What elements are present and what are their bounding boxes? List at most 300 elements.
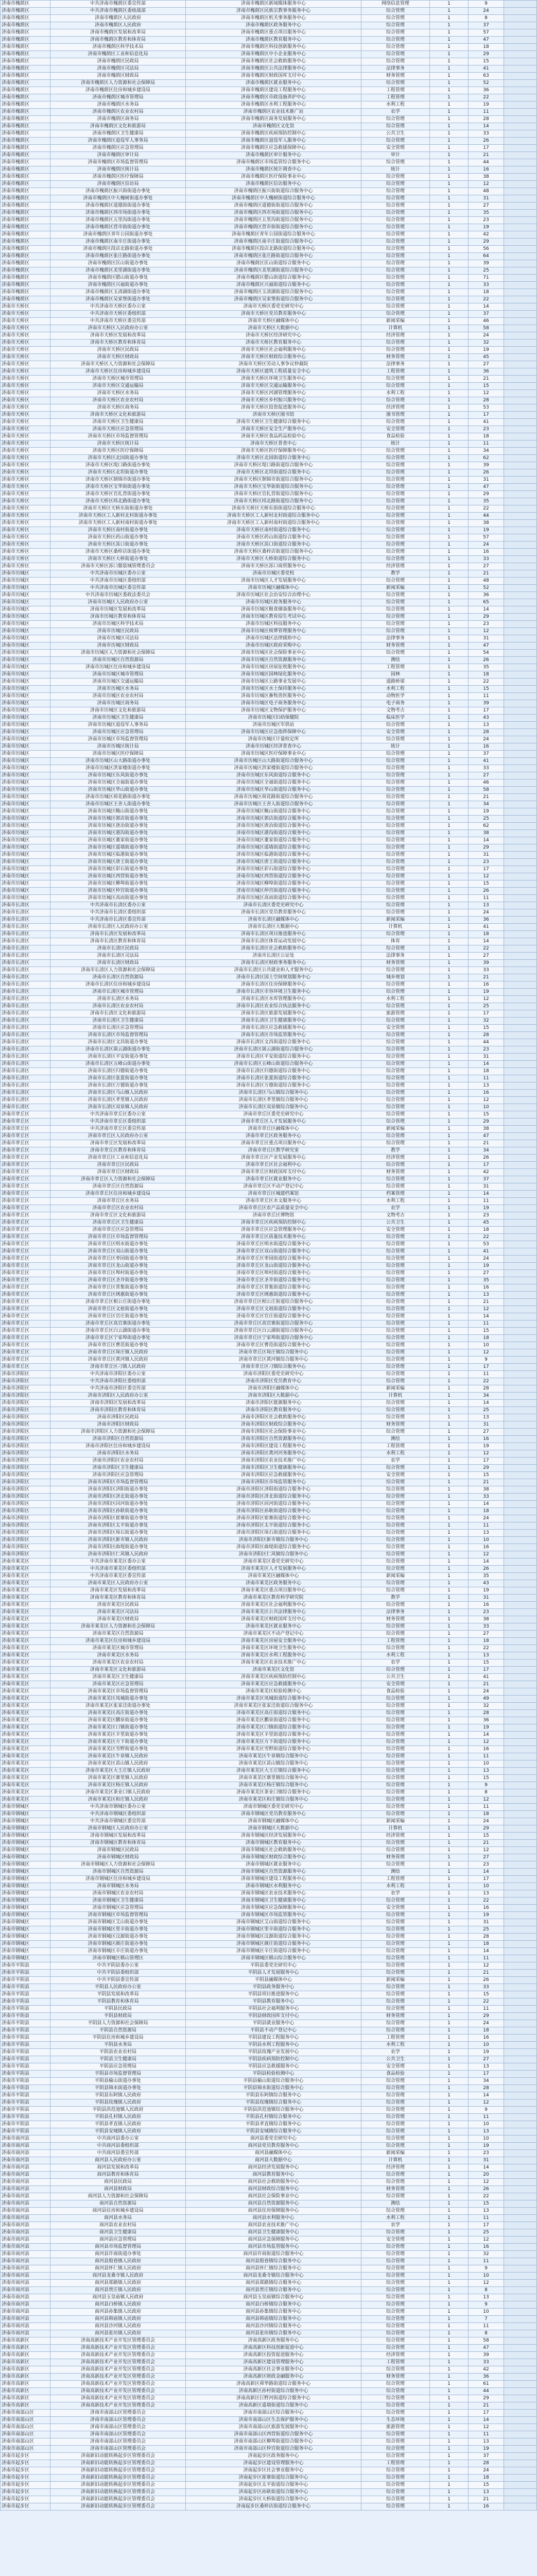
county-cell: 济南市历城区 [1, 888, 50, 895]
role-cell: 济南市天桥区大数据中心 [186, 325, 361, 332]
unit-cell: 济南市长清区司法局 [50, 953, 186, 960]
table-row [1, 1436, 537, 1443]
empty-cell [504, 1558, 537, 1566]
empty-cell [504, 202, 537, 210]
county-cell: 济南市槐荫区 [1, 159, 50, 166]
count-cell: 1 [430, 2136, 469, 2143]
applicants-cell: 11 [469, 895, 504, 902]
category-cell: 计算机 [361, 325, 430, 332]
role-cell: 济南市章丘区白云湖街道综合服务中心 [186, 1328, 361, 1335]
count-cell: 1 [430, 1696, 469, 1703]
empty-cell [504, 2388, 537, 2395]
table-row [1, 989, 537, 996]
empty-cell [504, 1205, 537, 1212]
table-row [1, 953, 537, 960]
count-cell: 1 [430, 830, 469, 837]
applicants-cell: 38 [469, 1486, 504, 1494]
table-row [1, 621, 537, 628]
role-cell: 济南市槐荫区段店北路街道综合服务中心 [186, 246, 361, 253]
county-cell: 济南市槐荫区 [1, 29, 50, 37]
category-cell: 综合管理 [361, 2280, 430, 2287]
unit-cell: 济南市长清区文昌街道办事处 [50, 1039, 186, 1046]
applicants-cell: 57 [469, 534, 504, 541]
unit-cell: 济南市天桥区工人新村北村街道办事处 [50, 513, 186, 520]
role-cell: 商河县玉皇庙镇综合服务中心 [186, 2294, 361, 2301]
county-cell: 济南市济阳区 [1, 1508, 50, 1515]
unit-cell: 济南市槐荫区南辛庄街道办事处 [50, 239, 186, 246]
role-cell: 济南市莱芜区高庄街道综合服务中心 [186, 1710, 361, 1717]
empty-cell [504, 1126, 537, 1133]
count-cell: 1 [430, 1458, 469, 1465]
table-row [1, 1097, 537, 1104]
role-cell: 济南市济阳区自然资源服务中心 [186, 1436, 361, 1443]
county-cell: 济南市起步区 [1, 2460, 50, 2467]
empty-cell [504, 1631, 537, 1638]
category-cell: 综合管理 [361, 1342, 430, 1349]
county-cell: 济南市天桥区 [1, 534, 50, 541]
applicants-cell: 15 [469, 686, 504, 693]
county-cell: 济南市槐荫区 [1, 289, 50, 296]
role-cell: 济南市济阳区崔寨街道综合服务中心 [186, 1515, 361, 1522]
table-row [1, 981, 537, 989]
unit-cell: 济南市历城区住房和城乡建设局 [50, 664, 186, 671]
category-cell: 综合管理 [361, 1861, 430, 1869]
unit-cell: 济南新旧动能转换起步区管理委员会 [50, 2460, 186, 2467]
table-row [1, 51, 537, 58]
county-cell: 济南市长清区 [1, 953, 50, 960]
role-cell: 济南市槐荫区重点项目服务中心 [186, 29, 361, 37]
role-cell: 济南市莱芜区委党史研究中心 [186, 1558, 361, 1566]
table-row [1, 1205, 537, 1212]
category-cell: 综合管理 [361, 448, 430, 455]
empty-cell [504, 873, 537, 880]
count-cell: 1 [430, 419, 469, 426]
count-cell: 1 [430, 231, 469, 239]
category-cell: 综合管理 [361, 628, 430, 635]
table-row [1, 563, 537, 570]
table-row [1, 1364, 537, 1371]
role-cell: 平阴县安城镇综合服务中心 [186, 2128, 361, 2136]
role-cell: 济南市章丘区产业发展服务中心 [186, 1155, 361, 1162]
county-cell: 济南市章丘区 [1, 1162, 50, 1169]
empty-cell [504, 2366, 537, 2374]
role-cell: 济南市长清区农业综合执法服务中心 [186, 1003, 361, 1010]
table-row [1, 231, 537, 239]
count-cell: 1 [430, 188, 469, 195]
empty-cell [504, 2287, 537, 2294]
unit-cell: 济南市长清区市场监督管理局 [50, 1032, 186, 1039]
empty-cell [504, 729, 537, 736]
empty-cell [504, 1371, 537, 1378]
county-cell: 济南市莱芜区 [1, 1602, 50, 1609]
table-row [1, 1227, 537, 1234]
table-row [1, 116, 537, 123]
county-cell: 济南市历城区 [1, 599, 50, 606]
role-cell: 济南市济阳区建设工程服务中心 [186, 1443, 361, 1450]
county-cell: 济南市天桥区 [1, 404, 50, 412]
unit-cell: 商河县龙桑寺镇人民政府 [50, 2273, 186, 2280]
category-cell: 综合管理 [361, 606, 430, 614]
table-row [1, 73, 537, 80]
role-cell: 济南市历城区郭店街道综合服务中心 [186, 816, 361, 823]
count-cell: 1 [430, 1140, 469, 1147]
applicants-cell: 13 [469, 1414, 504, 1421]
category-cell: 综合管理 [361, 1003, 430, 1010]
table-row [1, 1292, 537, 1299]
empty-cell [504, 1869, 537, 1876]
county-cell: 济南市钢城区 [1, 1912, 50, 1919]
category-cell: 综合管理 [361, 2027, 430, 2035]
role-cell: 济南市历城区彩石街道综合服务中心 [186, 866, 361, 873]
table-row [1, 2027, 537, 2035]
count-cell: 1 [430, 1421, 469, 1429]
role-cell: 济南市历城区融媒体中心 [186, 585, 361, 592]
category-cell: 综合管理 [361, 2092, 430, 2099]
role-cell: 济南市天桥区党员教育服务中心 [186, 311, 361, 318]
role-cell: 济南市槐荫区疾病预防控制中心 [186, 130, 361, 138]
applicants-cell: 64 [469, 253, 504, 260]
count-cell: 1 [430, 1746, 469, 1753]
county-cell: 济南市槐荫区 [1, 195, 50, 202]
role-cell: 济南市历城区王舍人街道综合服务中心 [186, 801, 361, 808]
applicants-cell: 26 [469, 1977, 504, 1984]
applicants-cell: 17 [469, 1010, 504, 1018]
unit-cell: 济南市历城区彩石街道办事处 [50, 866, 186, 873]
count-cell: 1 [430, 801, 469, 808]
count-cell: 1 [430, 1717, 469, 1724]
applicants-cell: 17 [469, 1162, 504, 1169]
category-cell: 综合管理 [361, 2128, 430, 2136]
count-cell: 1 [430, 29, 469, 37]
county-cell: 济南市历城区 [1, 801, 50, 808]
table-row [1, 1782, 537, 1789]
count-cell: 1 [430, 1176, 469, 1183]
table-row [1, 1385, 537, 1393]
count-cell: 1 [430, 1530, 469, 1537]
county-cell: 济南市济阳区 [1, 1458, 50, 1465]
unit-cell: 济南市长清区住房和城乡建设局 [50, 981, 186, 989]
applicants-cell: 11 [469, 1371, 504, 1378]
table-row [1, 2337, 537, 2345]
empty-cell [504, 15, 537, 22]
table-row [1, 2460, 537, 2467]
unit-cell: 济南市历城区鲍山街道办事处 [50, 808, 186, 816]
count-cell: 1 [430, 917, 469, 924]
county-cell: 济南市历城区 [1, 628, 50, 635]
county-cell: 济南市槐荫区 [1, 101, 50, 109]
category-cell: 安全管理 [361, 729, 430, 736]
role-cell: 济南市章丘区政务服务中心 [186, 1133, 361, 1140]
table-row [1, 325, 537, 332]
empty-cell [504, 902, 537, 909]
count-cell: 1 [430, 2179, 469, 2186]
category-cell: 综合管理 [361, 80, 430, 87]
count-cell: 1 [430, 1573, 469, 1580]
table-row [1, 1948, 537, 1955]
role-cell: 济南市天桥区工人新村北村街道综合服务中心 [186, 513, 361, 520]
county-cell: 济南市钢城区 [1, 1861, 50, 1869]
category-cell: 计算机 [361, 924, 430, 931]
count-cell: 1 [430, 2063, 469, 2071]
empty-cell [504, 195, 537, 202]
applicants-cell: 17 [469, 2222, 504, 2229]
category-cell: 综合管理 [361, 2208, 430, 2215]
table-row [1, 1111, 537, 1118]
role-cell: 济南市历城区社会治安综合治理中心 [186, 592, 361, 599]
category-cell: 综合管理 [361, 967, 430, 974]
county-cell: 济南市莱芜区 [1, 1667, 50, 1674]
category-cell: 综合管理 [361, 1551, 430, 1558]
unit-cell: 商河县水务局 [50, 2215, 186, 2222]
applicants-cell: 11 [469, 1198, 504, 1205]
table-row [1, 1876, 537, 1883]
applicants-cell: 12 [469, 1739, 504, 1746]
count-cell: 1 [430, 1638, 469, 1645]
applicants-cell: 23 [469, 1861, 504, 1869]
count-cell: 1 [430, 15, 469, 22]
count-cell: 1 [430, 101, 469, 109]
category-cell: 综合管理 [361, 29, 430, 37]
county-cell: 济南市济阳区 [1, 1472, 50, 1479]
count-cell: 1 [430, 1984, 469, 1991]
category-cell: 综合管理 [361, 2244, 430, 2251]
table-row [1, 440, 537, 448]
applicants-cell: 15 [469, 2482, 504, 2489]
empty-cell [504, 1934, 537, 1941]
role-cell: 济南市历城区应急指挥保障中心 [186, 729, 361, 736]
county-cell: 济南市章丘区 [1, 1241, 50, 1248]
county-cell: 济南市莱芜区 [1, 1659, 50, 1667]
applicants-cell: 16 [469, 549, 504, 556]
category-cell: 综合管理 [361, 1558, 430, 1566]
empty-cell [504, 2229, 537, 2236]
category-cell: 综合管理 [361, 477, 430, 484]
category-cell: 综合管理 [361, 37, 430, 44]
unit-cell: 济南市济阳区农业农村局 [50, 1458, 186, 1465]
applicants-cell: 24 [469, 2467, 504, 2475]
role-cell: 济南高新区孙村街道综合服务中心 [186, 2388, 361, 2395]
category-cell: 新闻采编 [361, 2150, 430, 2157]
category-cell: 综合管理 [361, 1018, 430, 1025]
empty-cell [504, 1595, 537, 1602]
category-cell: 体育 [361, 938, 430, 945]
applicants-cell: 11 [469, 2114, 504, 2121]
applicants-cell: 22 [469, 505, 504, 513]
role-cell: 济南市章丘区垛庄镇综合服务中心 [186, 1349, 361, 1357]
category-cell: 综合管理 [361, 296, 430, 303]
empty-cell [504, 541, 537, 549]
applicants-cell: 41 [469, 1248, 504, 1256]
role-cell: 济南市天桥区官扎营街道综合服务中心 [186, 491, 361, 498]
count-cell: 1 [430, 1219, 469, 1227]
unit-cell: 济南市历城区农业农村局 [50, 693, 186, 700]
applicants-cell: 17 [469, 1364, 504, 1371]
table-row [1, 2186, 537, 2193]
county-cell: 济南市莱芜区 [1, 1558, 50, 1566]
role-cell: 济南市槐荫区兴福街道综合服务中心 [186, 282, 361, 289]
empty-cell [504, 2489, 537, 2496]
role-cell: 济南市槐荫区振兴街街道综合服务中心 [186, 188, 361, 195]
category-cell: 财务管理 [361, 1854, 430, 1861]
applicants-cell: 26 [469, 469, 504, 477]
unit-cell: 济南市槐荫区信访局 [50, 181, 186, 188]
table-row [1, 2273, 537, 2280]
role-cell: 济南市槐荫区就业服务中心 [186, 80, 361, 87]
role-cell: 济南市莱芜区羊里街道综合服务中心 [186, 1732, 361, 1739]
county-cell: 济南市莱芜区 [1, 1587, 50, 1595]
count-cell: 1 [430, 981, 469, 989]
unit-cell: 商河县自然资源局 [50, 2200, 186, 2208]
table-row [1, 246, 537, 253]
category-cell: 综合管理 [361, 1486, 430, 1494]
county-cell: 济南市商河县 [1, 2265, 50, 2273]
role-cell: 济南市章丘区高官寨街道综合服务中心 [186, 1320, 361, 1328]
unit-cell: 平阴县民政局 [50, 2006, 186, 2013]
table-row [1, 37, 537, 44]
count-cell: 1 [430, 2402, 469, 2410]
table-row [1, 2236, 537, 2244]
role-cell: 济南市济阳区财政综合服务中心 [186, 1421, 361, 1429]
table-row [1, 650, 537, 657]
table-row [1, 2489, 537, 2496]
category-cell: 综合管理 [361, 1328, 430, 1335]
count-cell: 1 [430, 2035, 469, 2042]
role-cell: 平阴县锦水街道综合服务中心 [186, 2085, 361, 2092]
unit-cell: 济南市天桥区发展和改革局 [50, 332, 186, 340]
applicants-cell: 26 [469, 1155, 504, 1162]
role-cell: 济南市济阳区融媒体中心 [186, 1385, 361, 1393]
role-cell: 济南市济阳区应急救援服务中心 [186, 1472, 361, 1479]
category-cell: 综合管理 [361, 1162, 430, 1169]
county-cell: 济南市长清区 [1, 1054, 50, 1061]
table-row [1, 808, 537, 816]
empty-cell [504, 967, 537, 974]
county-cell: 济南市钢城区 [1, 1897, 50, 1905]
count-cell: 1 [430, 1897, 469, 1905]
category-cell: 测绘 [361, 1869, 430, 1876]
empty-cell [504, 513, 537, 520]
county-cell: 济南市历城区 [1, 686, 50, 693]
applicants-cell: 44 [469, 159, 504, 166]
empty-cell [504, 2345, 537, 2352]
category-cell: 公共卫生 [361, 2056, 430, 2063]
county-cell: 济南市济阳区 [1, 1421, 50, 1429]
applicants-cell: 41 [469, 1674, 504, 1681]
category-cell: 综合管理 [361, 758, 430, 765]
applicants-cell: 58 [469, 2337, 504, 2345]
empty-cell [504, 1436, 537, 1443]
count-cell: 1 [430, 2121, 469, 2128]
empty-cell [504, 253, 537, 260]
empty-cell [504, 376, 537, 383]
table-row [1, 253, 537, 260]
role-cell: 济南市长清区张夏街道综合服务中心 [186, 1075, 361, 1082]
applicants-cell: 33 [469, 2359, 504, 2366]
unit-cell: 济南市历城区城市管理局 [50, 671, 186, 679]
category-cell: 农学 [361, 109, 430, 116]
count-cell: 1 [430, 354, 469, 361]
category-cell: 综合管理 [361, 1515, 430, 1522]
empty-cell [504, 1429, 537, 1436]
role-cell: 济南市钢城区颜庄街道综合服务中心 [186, 1941, 361, 1948]
category-cell: 综合管理 [361, 578, 430, 585]
role-cell: 济南市长清区体育运动发展中心 [186, 938, 361, 945]
empty-cell [504, 1573, 537, 1580]
count-cell: 1 [430, 123, 469, 130]
table-row [1, 2402, 537, 2410]
applicants-cell: 24 [469, 541, 504, 549]
empty-cell [504, 2042, 537, 2049]
applicants-cell: 13 [469, 902, 504, 909]
table-row [1, 700, 537, 707]
unit-cell: 济南市南部山区管理委员会 [50, 2424, 186, 2431]
empty-cell [504, 931, 537, 938]
unit-cell: 济南市莱芜区自然资源局 [50, 1631, 186, 1638]
applicants-cell: 19 [469, 2049, 504, 2056]
category-cell: 综合管理 [361, 2085, 430, 2092]
unit-cell: 济南市历城区文化和旅游局 [50, 707, 186, 715]
count-cell: 1 [430, 779, 469, 787]
empty-cell [504, 722, 537, 729]
table-row [1, 945, 537, 953]
category-cell: 综合管理 [361, 945, 430, 953]
category-cell: 新闻采编 [361, 1126, 430, 1133]
county-cell: 济南市平阴县 [1, 2078, 50, 2085]
unit-cell: 济南市长清区万德街道办事处 [50, 1082, 186, 1090]
category-cell: 综合管理 [361, 1948, 430, 1955]
empty-cell [504, 1198, 537, 1205]
category-cell: 电子商务 [361, 700, 430, 707]
category-cell: 综合管理 [361, 1667, 430, 1674]
applicants-cell: 41 [469, 65, 504, 73]
role-cell: 济南市长清区公证处 [186, 953, 361, 960]
count-cell: 1 [430, 924, 469, 931]
unit-cell: 济南市章丘区发展和改革局 [50, 1140, 186, 1147]
table-row [1, 2078, 537, 2085]
count-cell: 1 [430, 1854, 469, 1861]
table-row [1, 1580, 537, 1587]
applicants-cell: 34 [469, 801, 504, 808]
applicants-cell: 10 [469, 1342, 504, 1349]
applicants-cell: 21 [469, 2496, 504, 2503]
empty-cell [504, 2446, 537, 2453]
unit-cell: 济南高新技术产业开发区管理委员会 [50, 2395, 186, 2402]
role-cell: 济南市章丘区埠村街道综合服务中心 [186, 1270, 361, 1277]
county-cell: 济南市天桥区 [1, 325, 50, 332]
count-cell: 1 [430, 520, 469, 527]
empty-cell [504, 1991, 537, 1998]
category-cell: 综合管理 [361, 1313, 430, 1320]
category-cell: 综合管理 [361, 1133, 430, 1140]
empty-cell [504, 1277, 537, 1284]
applicants-cell: 22 [469, 679, 504, 686]
empty-cell [504, 650, 537, 657]
county-cell: 济南市平阴县 [1, 2027, 50, 2035]
unit-cell: 中共商河县委组织部 [50, 2143, 186, 2150]
category-cell: 经济管理 [361, 563, 430, 570]
role-cell: 济南高新区巨野河街道综合服务中心 [186, 2395, 361, 2402]
count-cell: 1 [430, 772, 469, 779]
table-row [1, 1010, 537, 1018]
empty-cell [504, 1328, 537, 1335]
role-cell: 济南市钢城区党员教育服务中心 [186, 1811, 361, 1818]
applicants-cell: 27 [469, 361, 504, 368]
table-row [1, 2006, 537, 2013]
role-cell: 济南市长清区孝里镇综合服务中心 [186, 1097, 361, 1104]
category-cell: 财务管理 [361, 354, 430, 361]
applicants-cell: 37 [469, 22, 504, 29]
count-cell: 1 [430, 2236, 469, 2244]
